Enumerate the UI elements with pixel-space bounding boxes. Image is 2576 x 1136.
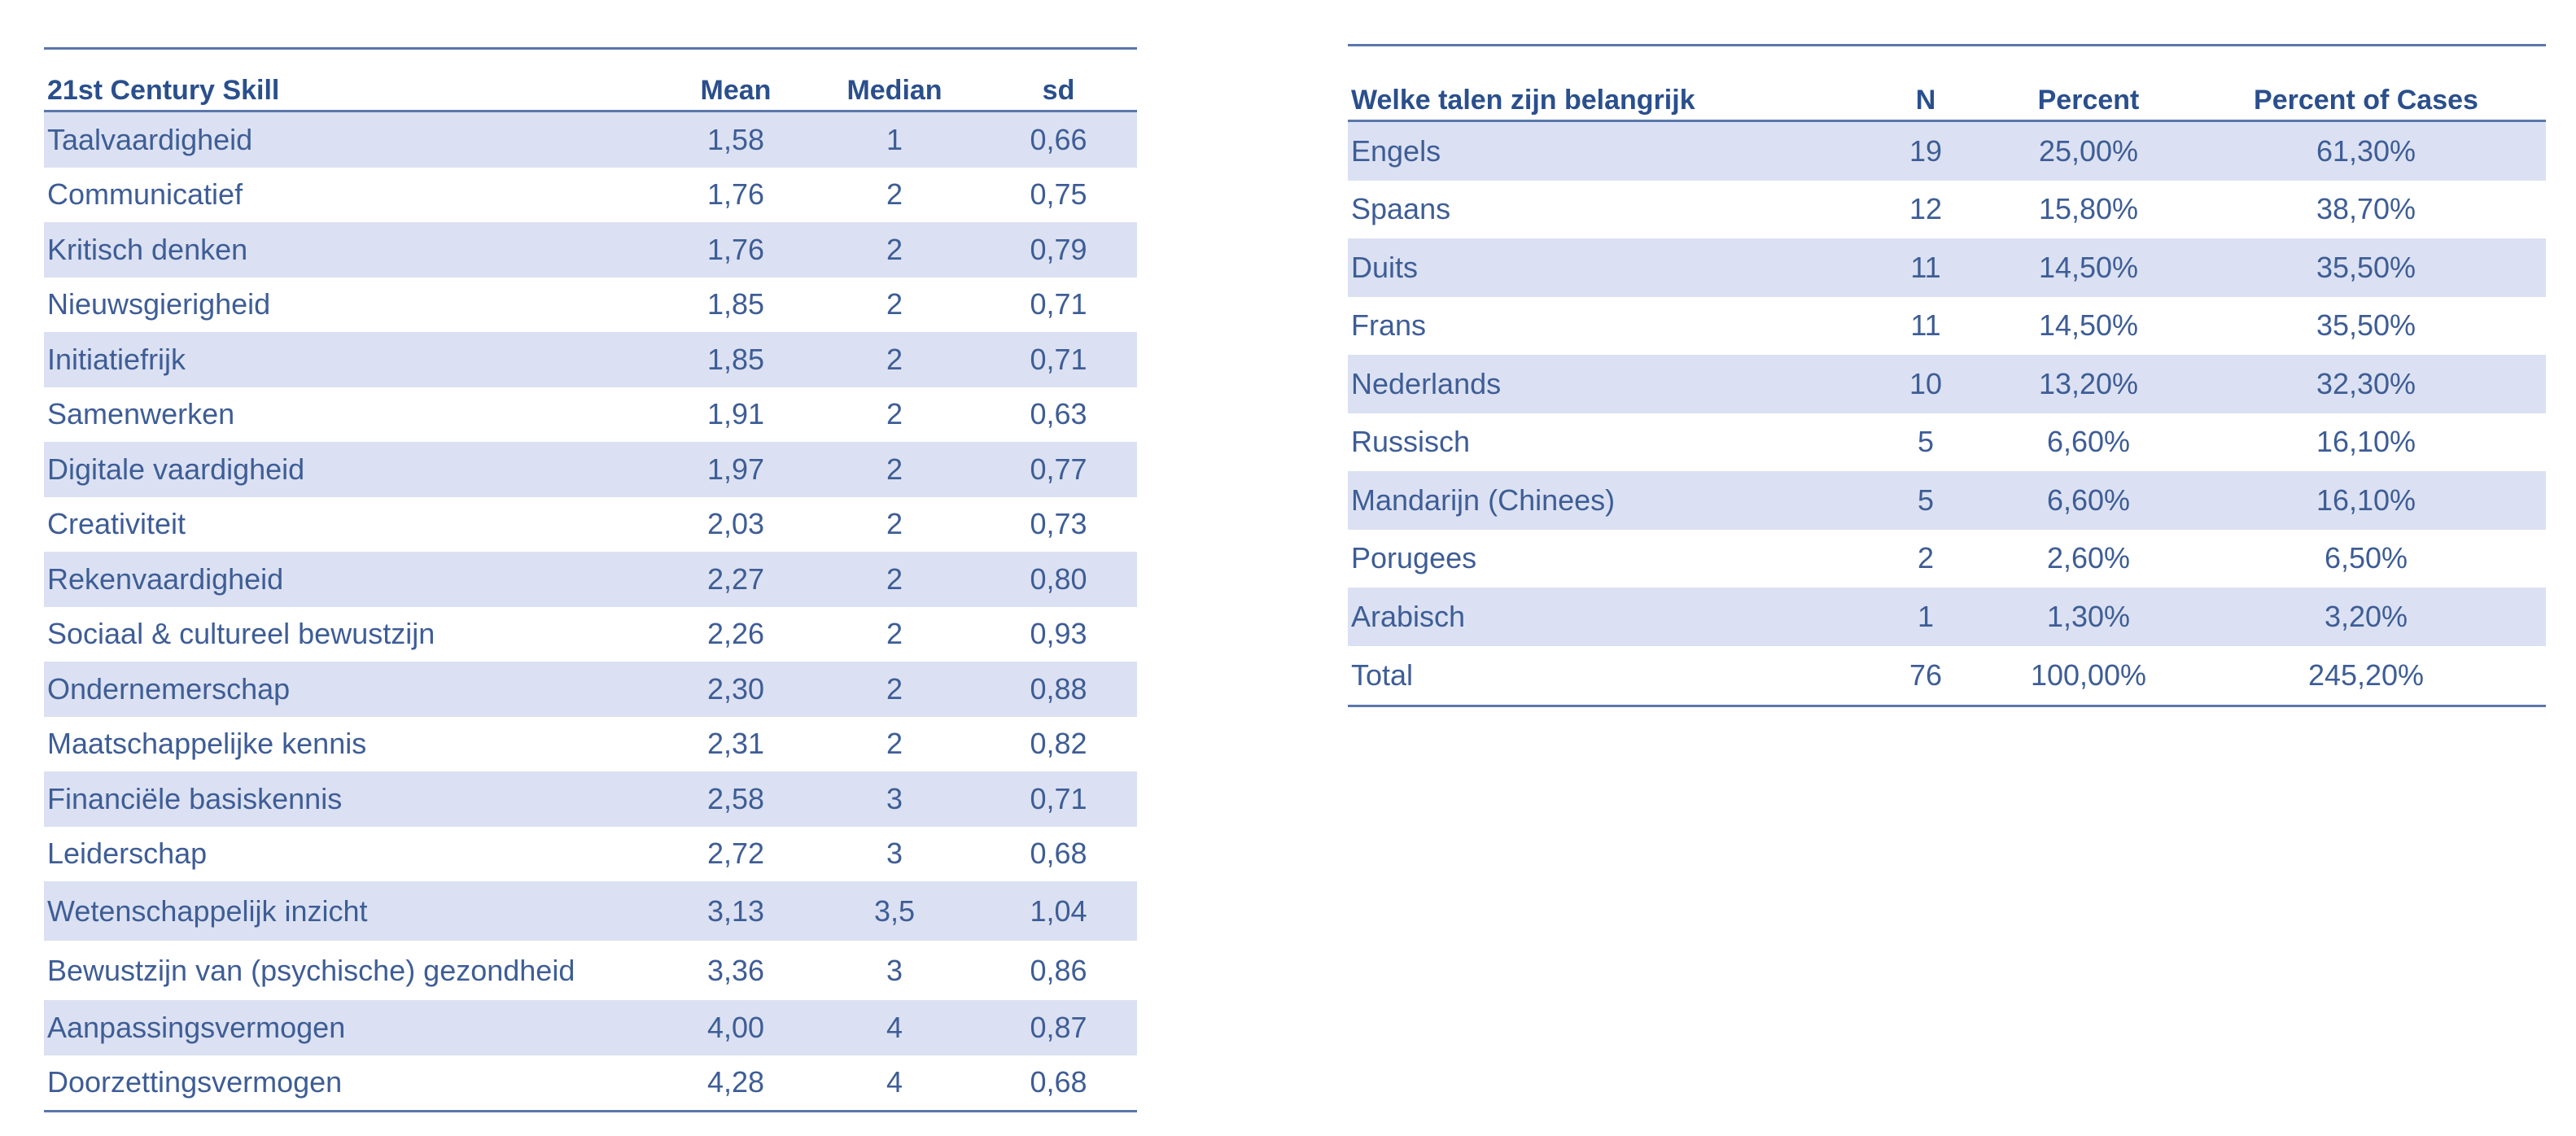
skill-sd: 0,86	[1030, 953, 1087, 987]
skill-median: 2	[809, 332, 980, 387]
skill-median: 1	[809, 111, 980, 168]
skill-name: Wetenschappelijk inzicht	[44, 881, 663, 941]
skill-mean: 1,58	[663, 111, 809, 168]
skill-name: Maatschappelijke kennis	[47, 727, 367, 761]
skill-mean: 3,13	[663, 881, 809, 941]
language-name: Porugees	[1351, 541, 1477, 575]
language-name: Arabisch	[1348, 588, 1861, 646]
skill-median: 2	[809, 442, 980, 497]
languages-table	[1348, 46, 2546, 707]
header-mean: Mean	[663, 50, 809, 111]
skill-median: 2	[886, 507, 903, 541]
language-percent-of-cases: 35,50%	[2186, 238, 2546, 297]
table-row	[1348, 297, 2546, 356]
skill-sd: 1,04	[980, 881, 1137, 941]
language-percent-of-cases: 3,20%	[2186, 588, 2546, 646]
table-row	[1348, 355, 2546, 413]
language-percent: 14,50%	[1991, 238, 2186, 297]
skill-median: 2	[886, 617, 903, 651]
language-n: 1	[1861, 588, 1991, 646]
language-percent-of-cases: 16,10%	[2186, 471, 2546, 530]
skills-table-header-row	[44, 50, 1137, 111]
skill-sd: 0,68	[980, 1055, 1137, 1112]
skill-mean: 1,85	[663, 332, 809, 387]
table-row	[44, 222, 1137, 277]
language-percent-of-cases: 38,70%	[2316, 192, 2416, 226]
skill-sd: 0,66	[980, 111, 1137, 168]
skill-mean: 1,85	[706, 287, 765, 321]
skill-median: 4	[809, 1000, 980, 1055]
skill-median: 4	[809, 1055, 980, 1112]
table-row	[44, 111, 1137, 168]
skill-mean: 1,91	[706, 397, 765, 431]
table-row	[44, 662, 1137, 717]
skill-sd: 0,71	[980, 771, 1137, 827]
skill-sd: 0,79	[980, 222, 1137, 277]
skill-sd: 0,73	[1030, 507, 1087, 541]
skill-median: 3	[809, 771, 980, 827]
skill-mean: 1,76	[706, 177, 765, 212]
skill-sd: 0,71	[980, 332, 1137, 387]
table-row	[44, 827, 1137, 882]
header-median: Median	[809, 50, 980, 111]
skill-name: Taalvaardigheid	[44, 111, 663, 168]
language-percent: 6,60%	[1991, 471, 2186, 530]
skill-median: 2	[886, 727, 903, 761]
skill-mean: 2,31	[706, 727, 765, 761]
table-row	[44, 771, 1137, 827]
skill-name: Financiële basiskennis	[44, 771, 663, 827]
skills-table	[44, 50, 1137, 1112]
language-percent: 15,80%	[2038, 192, 2139, 226]
language-n: 11	[1861, 238, 1991, 297]
table-row	[1348, 530, 2546, 588]
skill-sd: 0,80	[980, 552, 1137, 607]
skill-median: 3,5	[809, 881, 980, 941]
skill-sd: 0,93	[1030, 617, 1087, 651]
skill-median: 2	[886, 177, 903, 212]
language-percent-of-cases: 16,10%	[2316, 425, 2416, 459]
skill-mean: 2,72	[706, 837, 765, 871]
skill-sd: 0,87	[980, 1000, 1137, 1055]
skill-mean: 1,76	[663, 222, 809, 277]
language-n: 10	[1861, 355, 1991, 413]
header-percent: Percent	[1991, 46, 2186, 121]
skills-table-container	[44, 47, 1137, 1112]
total-row	[1348, 646, 2546, 706]
table-row	[44, 1000, 1137, 1055]
language-name: Mandarijn (Chinees)	[1348, 471, 1861, 530]
skill-name: Aanpassingsvermogen	[44, 1000, 663, 1055]
languages-table-container	[1348, 44, 2546, 707]
skill-median: 2	[886, 287, 903, 321]
header-skill: 21st Century Skill	[44, 50, 663, 111]
skill-sd: 0,75	[1030, 177, 1087, 212]
language-percent-of-cases: 35,50%	[2316, 308, 2416, 343]
skill-sd: 0,88	[980, 662, 1137, 717]
skill-name: Samenwerken	[47, 397, 235, 431]
table-row	[44, 277, 1137, 333]
table-row	[1348, 181, 2546, 239]
header-sd: sd	[980, 50, 1137, 111]
skill-name: Doorzettingsvermogen	[44, 1055, 663, 1112]
language-n: 11	[1910, 308, 1941, 343]
skill-name: Initiatiefrijk	[44, 332, 663, 387]
table-row	[1348, 471, 2546, 530]
language-percent: 25,00%	[1991, 121, 2186, 181]
skill-name: Leiderschap	[47, 837, 208, 871]
language-percent-of-cases: 61,30%	[2186, 121, 2546, 181]
table-row	[44, 881, 1137, 941]
skill-sd: 0,68	[1030, 837, 1087, 871]
skill-sd: 0,82	[1030, 727, 1087, 761]
table-row	[1348, 121, 2546, 181]
total-percent: 100,00%	[1991, 646, 2186, 706]
language-name: Frans	[1351, 308, 1427, 343]
skill-name: Rekenvaardigheid	[44, 552, 663, 607]
languages-table-header-row	[1348, 46, 2546, 121]
language-name: Engels	[1348, 121, 1861, 181]
skill-mean: 1,97	[663, 442, 809, 497]
language-n: 12	[1909, 192, 1943, 226]
skill-name: Sociaal & cultureel bewustzijn	[47, 617, 435, 651]
table-row	[44, 941, 1137, 1000]
language-name: Duits	[1348, 238, 1861, 297]
skill-name: Bewustzijn van (psychische) gezondheid	[47, 953, 575, 987]
total-n: 76	[1861, 646, 1991, 706]
skill-mean: 4,00	[663, 1000, 809, 1055]
skill-name: Kritisch denken	[44, 222, 663, 277]
language-n: 19	[1861, 121, 1991, 181]
header-percent-of-cases: Percent of Cases	[2186, 46, 2546, 121]
skill-mean: 2,27	[663, 552, 809, 607]
language-percent: 13,20%	[1991, 355, 2186, 413]
table-row	[44, 717, 1137, 772]
header-language: Welke talen zijn belangrijk	[1348, 46, 1861, 121]
table-row	[44, 168, 1137, 223]
table-row	[44, 1055, 1137, 1112]
skill-mean: 2,26	[706, 617, 765, 651]
language-percent: 1,30%	[1991, 588, 2186, 646]
skill-mean: 2,58	[663, 771, 809, 827]
skill-sd: 0,71	[1030, 287, 1087, 321]
language-percent: 14,50%	[2038, 308, 2139, 343]
language-name: Russisch	[1351, 425, 1471, 459]
total-percent-of-cases: 245,20%	[2186, 646, 2546, 706]
language-n: 2	[1917, 541, 1935, 575]
table-row	[1348, 413, 2546, 472]
skill-name: Creativiteit	[47, 507, 186, 541]
header-n: N	[1861, 46, 1991, 121]
table-row	[44, 387, 1137, 443]
language-percent: 6,60%	[2046, 425, 2131, 459]
table-row	[1348, 588, 2546, 646]
skill-name: Nieuwsgierigheid	[47, 287, 271, 321]
skill-median: 3	[886, 837, 903, 871]
language-percent: 2,60%	[2046, 541, 2131, 575]
skill-median: 2	[809, 222, 980, 277]
skill-median: 2	[886, 397, 903, 431]
language-percent-of-cases: 32,30%	[2186, 355, 2546, 413]
skill-mean: 3,36	[706, 953, 765, 987]
table-row	[1348, 238, 2546, 297]
table-row	[44, 497, 1137, 553]
skill-sd: 0,77	[980, 442, 1137, 497]
skill-mean: 2,03	[706, 507, 765, 541]
language-name: Spaans	[1351, 192, 1451, 226]
skill-sd: 0,63	[1030, 397, 1087, 431]
skill-name: Communicatief	[47, 177, 243, 212]
skill-median: 2	[809, 552, 980, 607]
skill-median: 2	[809, 662, 980, 717]
skill-mean: 2,30	[663, 662, 809, 717]
language-percent-of-cases: 6,50%	[2324, 541, 2408, 575]
language-name: Nederlands	[1348, 355, 1861, 413]
skill-mean: 4,28	[663, 1055, 809, 1112]
skill-name: Digitale vaardigheid	[44, 442, 663, 497]
skill-median: 3	[886, 953, 903, 987]
table-row	[44, 332, 1137, 387]
table-row	[44, 607, 1137, 662]
table-row	[44, 552, 1137, 607]
skill-name: Ondernemerschap	[44, 662, 663, 717]
language-n: 5	[1861, 471, 1991, 530]
table-row	[44, 442, 1137, 497]
language-n: 5	[1917, 425, 1935, 459]
total-label: Total	[1348, 646, 1861, 706]
